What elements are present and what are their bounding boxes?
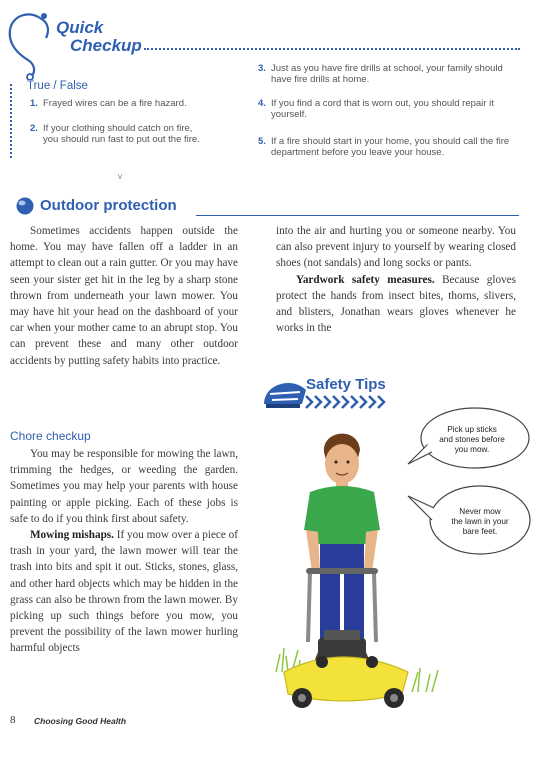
bubble-2-line: bare feet.: [462, 527, 498, 536]
quiz-item-text: If a fire should start in your home, you should call the fire department before you leave your house.: [271, 136, 510, 158]
quiz-item-number: 2.: [30, 123, 38, 134]
bubble-2-text: [438, 507, 522, 537]
quiz-item-1: [30, 98, 230, 109]
bubble-1-line: and stones before: [439, 435, 505, 444]
chore-checkup-heading: Chore checkup: [10, 429, 91, 443]
bubble-2-line: the lawn in your: [451, 517, 509, 526]
book-title: Choosing Good Health: [34, 716, 127, 726]
page-number: 8: [10, 714, 16, 726]
outdoor-protection-heading: Outdoor protection: [40, 197, 177, 214]
left-column-top: [10, 223, 238, 369]
yardwork-text: Because gloves protect the hands from insect bites, thorns, slivers, and blisters, Jonathan wears gloves whenever he works in the: [276, 273, 516, 335]
quiz-item-text: If your clothing should catch on fire, you should run fast to put out the fire.: [43, 123, 200, 145]
bubble-1-line: Pick up sticks: [447, 425, 497, 434]
yardwork-runin-heading: Yardwork safety measures.: [296, 273, 435, 286]
quiz-item-2: [30, 123, 208, 145]
quick-checkup-title-line1: Quick: [56, 18, 104, 37]
quiz-item-number: 1.: [30, 98, 38, 109]
quiz-item-number: 4.: [258, 98, 266, 109]
mowing-text: If you mow over a piece of trash in your yard, the lawn mower will tear the trash into bits and spit it out. Sticks, stones, glass, and other hard objects which may be hidden in the grass can also be thrown from the lawn mower. By picking up such things before you mow, you prevent the possibility of the lawn mower hurling harmful objects: [10, 529, 238, 655]
intro-paragraph: Sometimes accidents happen outside the home. You may have fallen off a ladder in an attempt to clean out a rain gutter. Or you may have seen your sister get hit in the leg by a sharp stone thrown from underneath your lawn mower. You may have hit your head on the dashboard of your car when your mother came to an abrupt stop. You can prevent these and many other outdoor accidents by putting safety habits into practice.: [10, 225, 238, 367]
mowing-paragraph: [10, 527, 238, 657]
left-column-bottom: [10, 446, 238, 657]
globe-bullet-icon: [15, 196, 35, 216]
dotted-rule: [144, 48, 520, 50]
quiz-item-text: If you find a cord that is worn out, you should repair it yourself.: [271, 98, 494, 120]
safety-tips-label: Safety Tips: [306, 376, 386, 393]
mowing-runin-heading: Mowing mishaps.: [30, 529, 114, 542]
quiz-item-text: Frayed wires can be a fire hazard.: [43, 98, 187, 109]
quiz-item-number: 3.: [258, 63, 266, 74]
quiz-item-text: Just as you have fire drills at school, your family should have fire drills at home.: [271, 63, 503, 85]
continued-paragraph: into the air and hurting you or someone nearby. You can also prevent injury to yourself by wearing closed shoes (not sandals) and long socks or pants.: [276, 225, 516, 270]
chevron-arrows: [306, 396, 384, 408]
quick-checkup-title-line2: Checkup: [70, 36, 142, 55]
quiz-item-number: 5.: [258, 136, 266, 147]
quiz-item-4: [258, 98, 516, 120]
boy-figure: [304, 434, 380, 662]
right-column: [276, 223, 516, 336]
bike-helmet-icon: [264, 383, 306, 408]
bubble-2-line: Never mow: [459, 507, 501, 516]
stray-mark: v: [118, 172, 122, 181]
chore-paragraph: You may be responsible for mowing the lawn, trimming the hedges, or weeding the garden. Sometimes you may help your parents with house painting or apple picking. Each of these jobs is safe to do if you think first about safety.: [10, 448, 238, 525]
yardwork-paragraph: [276, 272, 516, 337]
bubble-1-text: [430, 425, 514, 455]
dotted-side-rule: [10, 84, 12, 158]
heading-rule: [196, 215, 519, 216]
true-false-heading: True / False: [27, 80, 88, 92]
quiz-item-5: [258, 136, 528, 158]
quiz-item-3: [258, 63, 516, 85]
bubble-1-line: you mow.: [454, 445, 490, 454]
